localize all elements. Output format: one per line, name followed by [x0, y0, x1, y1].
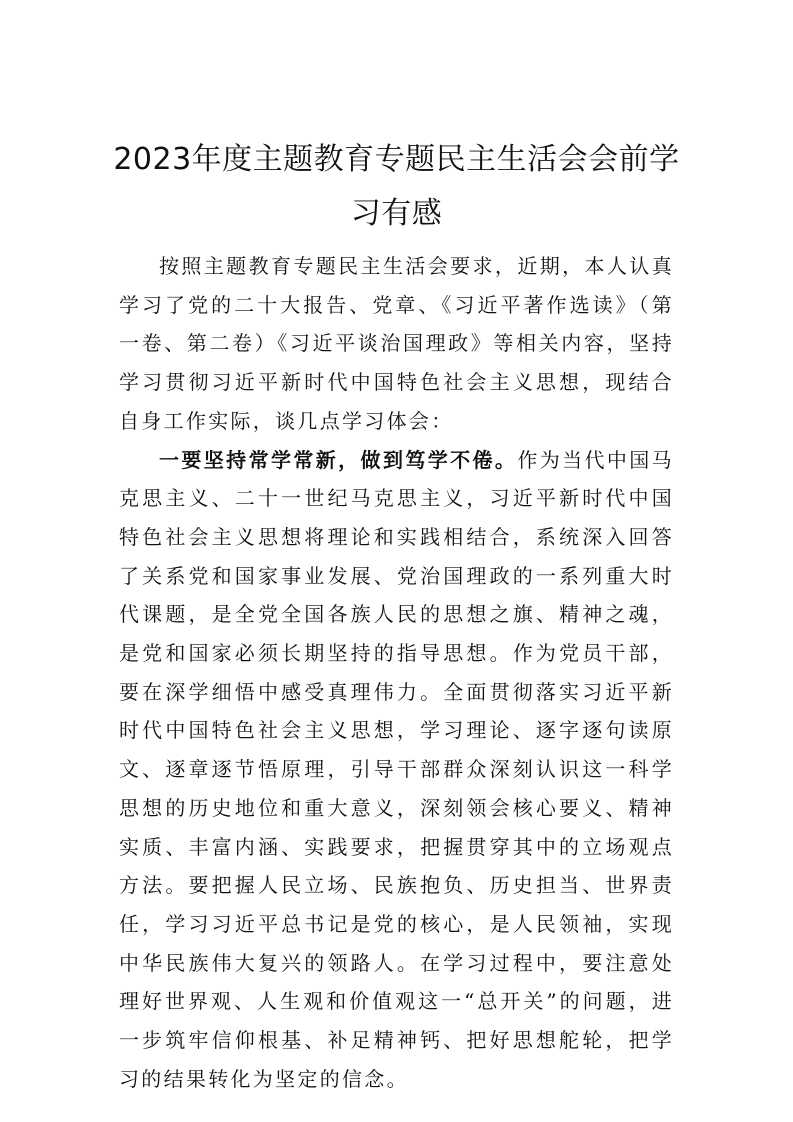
- paragraph-lead-heading: 一要坚持常学常新，做到笃学不倦。: [159, 447, 518, 472]
- title-line-2: 习有感: [350, 196, 443, 231]
- document-body: [119, 247, 674, 1098]
- document-title: [90, 133, 703, 241]
- paragraph-point-one-text: 作为当代中国马克思主义、二十一世纪马克思主义，习近平新时代中国特色社会主义思想将理论和实践相结合，系统深入回答了关系党和国家事业发展、党治国理政的一系列重大时代课题，是全党全国各族人民的思想之旗、精神之魂，是党和国家必须长期坚持的指导思想。作为党员干部，要在深学细悟中感受真理伟力。全面贯彻落实习近平新时代中国特色社会主义思想，学习理论、逐字逐句读原文、逐章逐节悟原理，引导干部群众深刻认识这一科学思想的历史地位和重大意义，深刻领会核心要义、精神实质、丰富内涵、实践要求，把握贯穿其中的立场观点方法。要把握人民立场、民族抱负、历史担当、世界责任，学习习近平总书记是党的核心，是人民领袖，实现中华民族伟大复兴的领路人。在学习过程中，要注意处理好世界观、人生观和价值观这一“总开关”的问题，进一步筑牢信仰根基、补足精神钙、把好思想舵轮，把学习的结果转化为坚定的信念。: [119, 447, 674, 1091]
- paragraph-point-one: [119, 441, 674, 1099]
- title-line-1: 2023年度主题教育专题民主生活会会前学: [113, 142, 680, 177]
- paragraph-intro: 按照主题教育专题民主生活会要求，近期，本人认真学习了党的二十大报告、党章、《习近平著作选读》（第一卷、第二卷）《习近平谈治国理政》等相关内容，坚持学习贯彻习近平新时代中国特色社会主义思想，现结合自身工作实际，谈几点学习体会：: [119, 254, 674, 433]
